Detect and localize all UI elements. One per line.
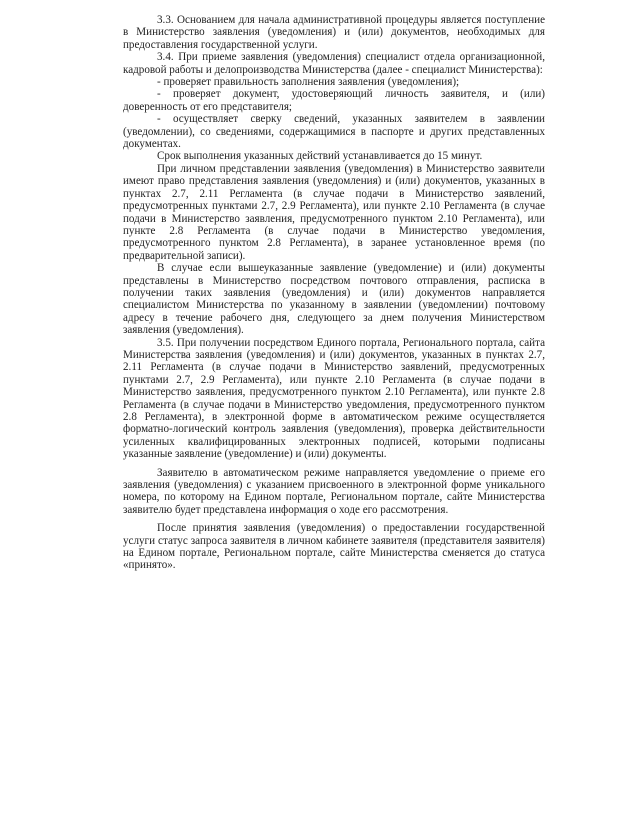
list-item-check-identity: - проверяет документ, удостоверяющий личность заявителя, и (или) доверенность от его представителя; — [123, 88, 545, 113]
paragraph-postal-submission: В случае если вышеуказанные заявление (уведомление) и (или) документы представлены в Министерство посредством почтового отправления, расписка в получении таких заявления (уведомления) и (или) документов направляется специалистом Министерства по указанному в заявлении (уведомлении) почтовому адресу в течение рабочего дня, следующего за днем получения Министерством заявления (уведомления). — [123, 262, 545, 337]
paragraph-auto-notification: Заявителю в автоматическом режиме направляется уведомление о приеме его заявления (уведомления) с указанием присвоенного в электронной форме уникального номера, по которому на Едином портале, Региональном портале, сайте Министерства заявителю будет представлена информация о ходе его рассмотрения. — [123, 466, 545, 516]
paragraph-3-5: 3.5. При получении посредством Единого портала, Регионального портала, сайта Министерства заявления (уведомления) и (или) документов, указанных в пунктах 2.7, 2.11 Регламента (в случае подачи в Министерство заявлений, предусмотренных пунктами 2.7, 2.9 Регламента), или пункте 2.10 Регламента (в случае подачи в Министерство заявления, предусмотренного пунктом 2.10 Регламента), или пункте 2.8 Регламента (в случае подачи в Министерство уведомления, предусмотренного пунктом 2.8 Регламента), в электронной форме в автоматическом режиме осуществляется форматно-логический контроль заявления (уведомления), проверка действительности усиленных квалифицированных электронных подписей, которыми подписаны указанные заявление (уведомление) и (или) документы. — [123, 336, 545, 461]
paragraph-status-accepted: После принятия заявления (уведомления) о предоставлении государственной услуги статус запроса заявителя в личном кабинете заявителя (представителя заявителя) на Едином портале, Региональном портале, сайте Министерства сменяется до статуса «принято». — [123, 522, 545, 572]
paragraph-deadline: Срок выполнения указанных действий устанавливается до 15 минут. — [157, 150, 483, 163]
document-body — [123, 14, 545, 572]
paragraph-3-3: 3.3. Основанием для начала административной процедуры является поступление в Министерство заявления (уведомления) и (или) документов, необходимых для предоставления государственной услуги. — [123, 14, 545, 51]
list-item-check-form: - проверяет правильность заполнения заявления (уведомления); — [157, 76, 460, 89]
list-item-verify-data: - осуществляет сверку сведений, указанных заявителем в заявлении (уведомлении), со сведениями, содержащимися в паспорте и других представленных документах. — [123, 113, 545, 151]
paragraph-personal-submission: При личном представлении заявления (уведомления) в Министерство заявители имеют право представления заявления (уведомления) и (или) документов, указанных в пунктах 2.7, 2.11 Регламента (в случае подачи в Министерство заявлений, предусмотренных пунктами 2.7, 2.9 Регламента), или пункте 2.10 Регламента (в случае подачи в Министерство заявления, предусмотренного пунктом 2.10 Регламента), или пункте 2.8 Регламента (в случае подачи в Министерство уведомления, предусмотренного пунктом 2.8 Регламента), в заранее установленное время (по предварительной записи). — [123, 162, 545, 262]
paragraph-3-4: 3.4. При приеме заявления (уведомления) специалист отдела организационной, кадровой работы и делопроизводства Министерства (далее - специалист Министерства): — [123, 51, 545, 76]
